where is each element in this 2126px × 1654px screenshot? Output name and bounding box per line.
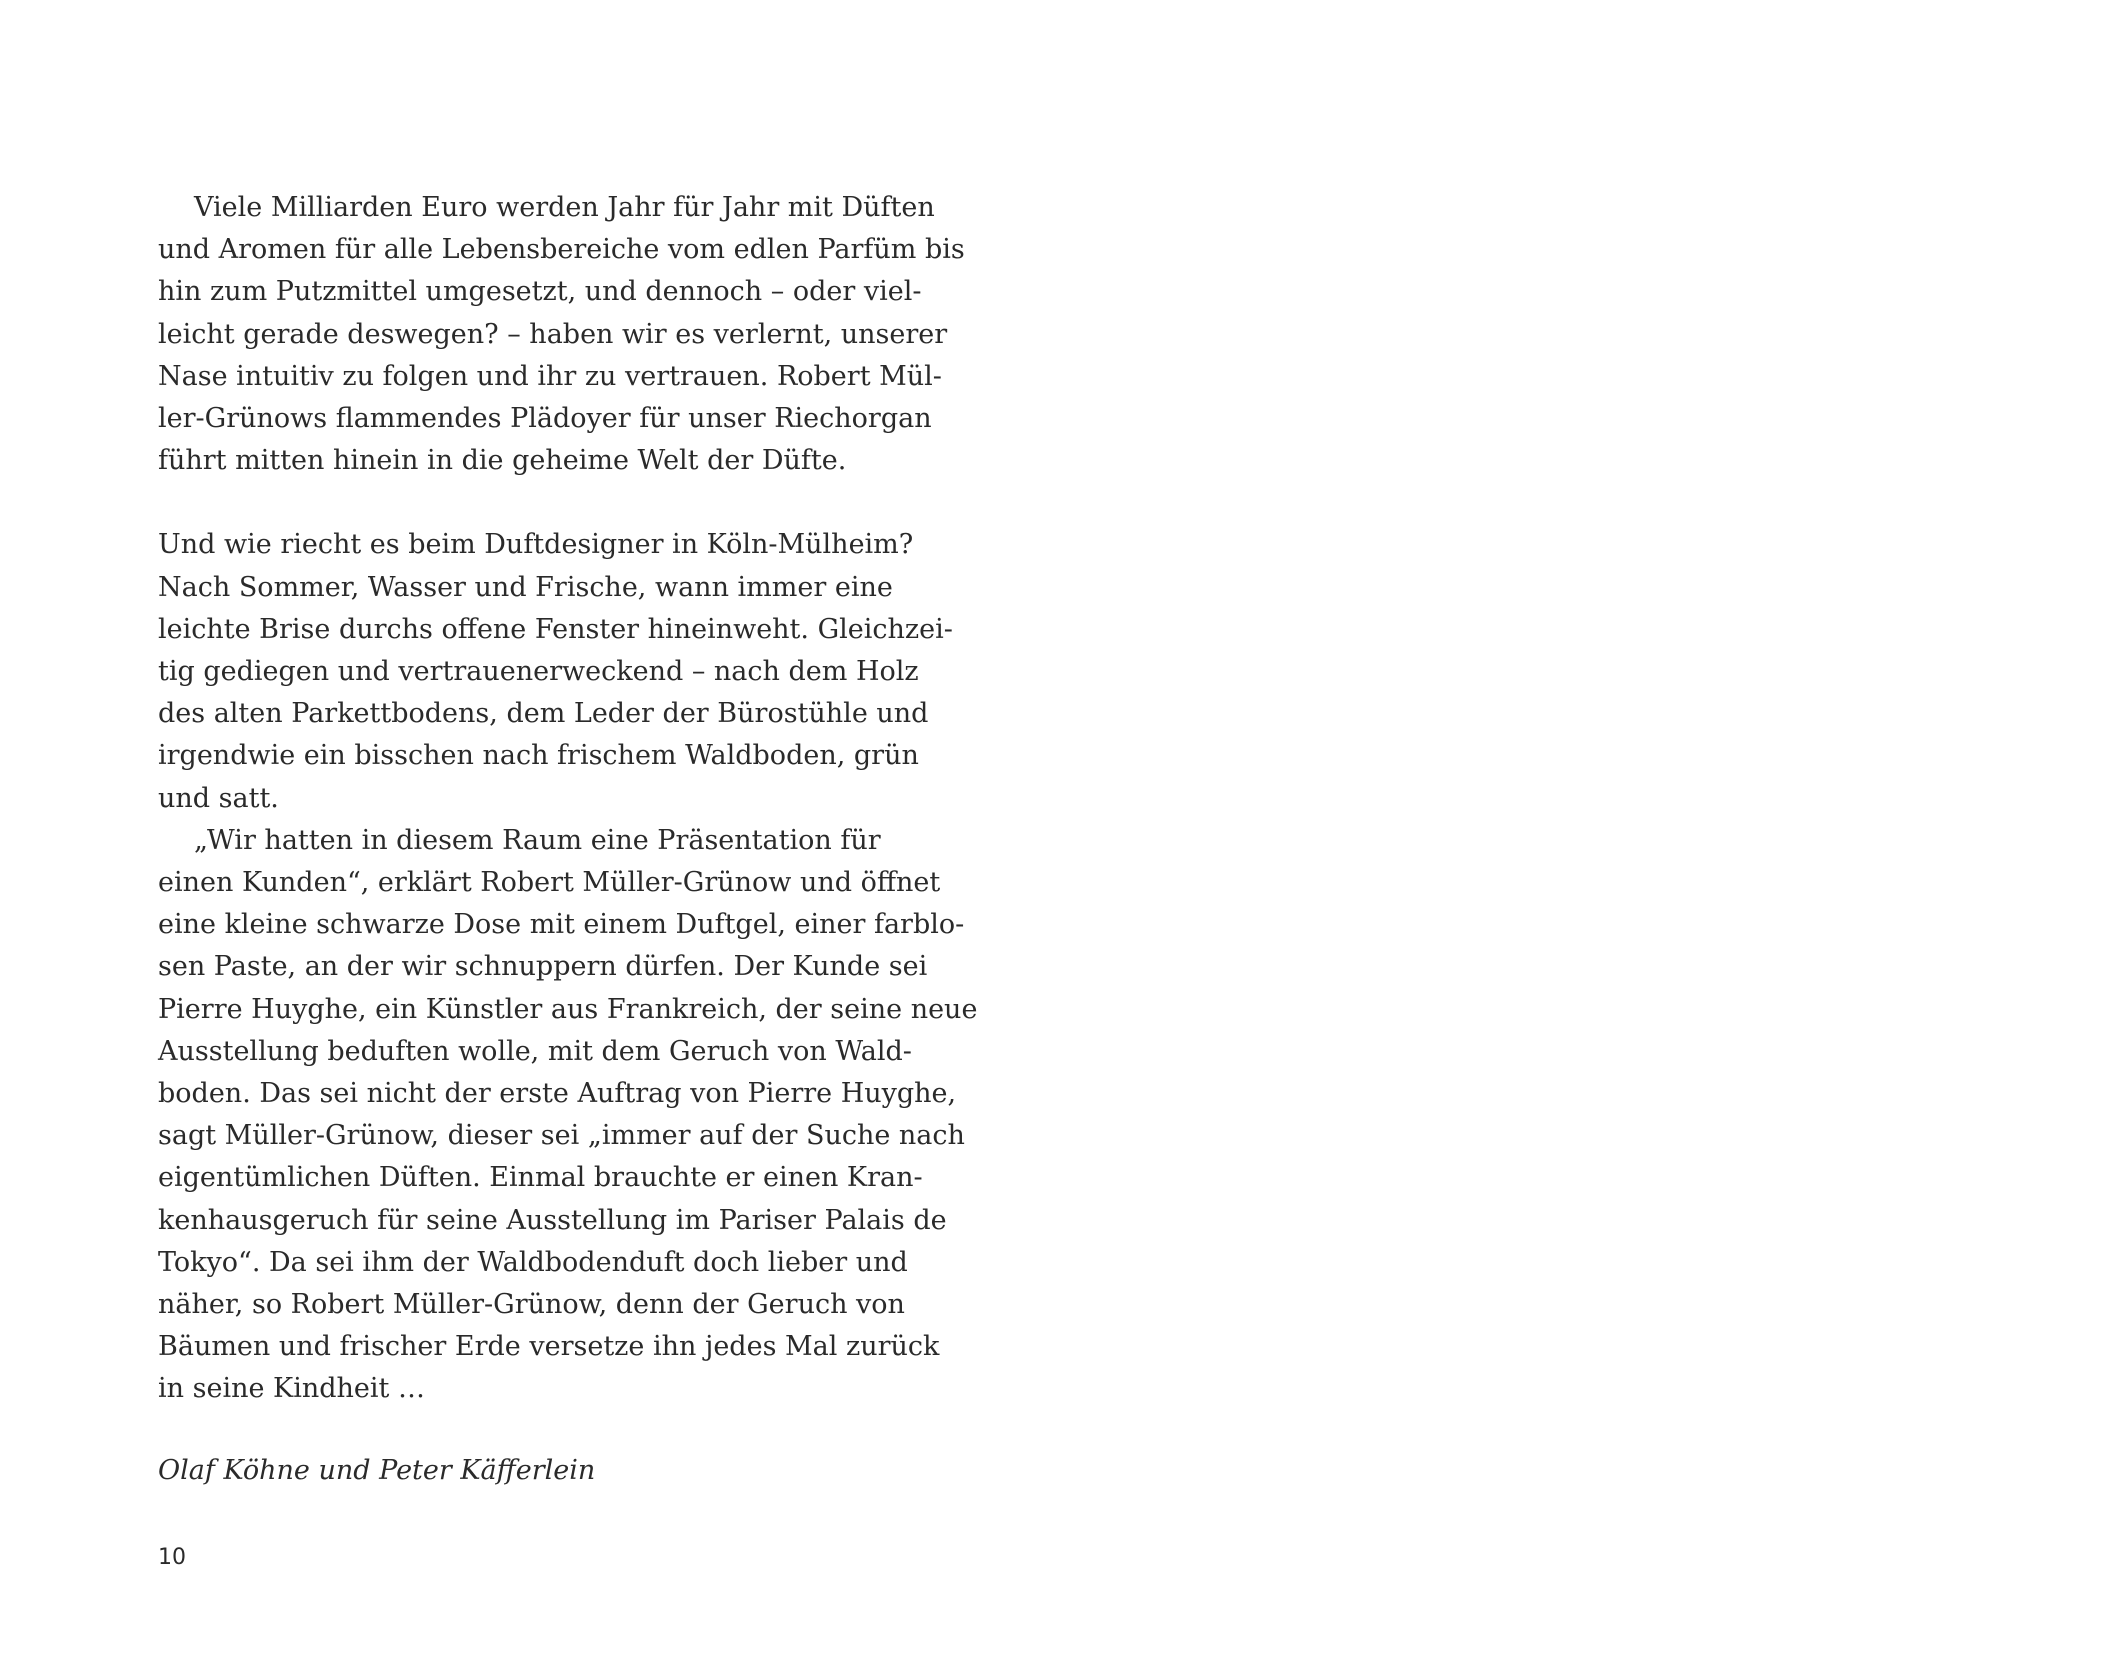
text-line: sagt Müller-Grünow, dieser sei „immer auf der Suche nach	[158, 1120, 965, 1152]
author-credit: Olaf Köhne und Peter Käfferlein	[158, 1455, 596, 1486]
text-line: in seine Kindheit …	[158, 1373, 425, 1405]
text-line: Bäumen und frischer Erde versetze ihn jedes Mal zurück	[158, 1331, 940, 1363]
text-line: hin zum Putzmittel umgesetzt, und dennoch – oder viel-	[158, 276, 922, 308]
text-line: kenhausgeruch für seine Ausstellung im Pariser Palais de	[158, 1204, 947, 1236]
text-line: Pierre Huyghe, ein Künstler aus Frankreich, der seine neue	[158, 993, 978, 1025]
text-line: ler-Grünows flammendes Plädoyer für unser Riechorgan	[158, 403, 932, 435]
text-line: und satt.	[158, 782, 279, 814]
paragraph-2	[158, 524, 953, 819]
text-line: Tokyo“. Da sei ihm der Waldbodenduft doch lieber und	[158, 1246, 908, 1278]
text-line: Und wie riecht es beim Duftdesigner in Köln-Mülheim?	[158, 529, 914, 561]
body-text	[158, 187, 978, 1411]
text-line: irgendwie ein bisschen nach frischem Waldboden, grün	[158, 740, 919, 772]
text-line: Viele Milliarden Euro werden Jahr für Jahr mit Düften	[194, 192, 935, 223]
text-line: einen Kunden“, erklärt Robert Müller-Grünow und öffnet	[158, 867, 941, 899]
text-line: eine kleine schwarze Dose mit einem Duftgel, einer farblo-	[158, 909, 965, 941]
text-line: Ausstellung beduften wolle, mit dem Geruch von Wald-	[158, 1035, 912, 1067]
text-line: eigentümlichen Düften. Einmal brauchte er einen Kran-	[158, 1162, 923, 1194]
paragraph-3	[158, 820, 978, 1411]
text-line: Nase intuitiv zu folgen und ihr zu vertrauen. Robert Mül-	[158, 360, 942, 392]
text-line: sen Paste, an der wir schnuppern dürfen. Der Kunde sei	[158, 951, 928, 983]
text-line: Nach Sommer, Wasser und Frische, wann immer eine	[158, 571, 893, 603]
text-line: boden. Das sei nicht der erste Auftrag von Pierre Huyghe,	[158, 1078, 957, 1110]
text-line: tig gediegen und vertrauenerweckend – nach dem Holz	[158, 656, 919, 688]
text-line: des alten Parkettbodens, dem Leder der Bürostühle und	[158, 698, 929, 730]
text-line: führt mitten hinein in die geheime Welt der Düfte.	[158, 445, 847, 477]
paragraph-gap	[158, 482, 878, 524]
text-line: „Wir hatten in diesem Raum eine Präsentation für	[194, 824, 881, 856]
text-line: leichte Brise durchs offene Fenster hineinweht. Gleichzei-	[158, 613, 953, 645]
text-line: und Aromen für alle Lebensbereiche vom edlen Parfüm bis	[158, 234, 965, 266]
page-number: 10	[158, 1545, 186, 1570]
text-line: leicht gerade deswegen? – haben wir es verlernt, unserer	[158, 318, 948, 350]
paragraph-1	[158, 187, 965, 482]
text-line: näher, so Robert Müller-Grünow, denn der Geruch von	[158, 1289, 905, 1321]
